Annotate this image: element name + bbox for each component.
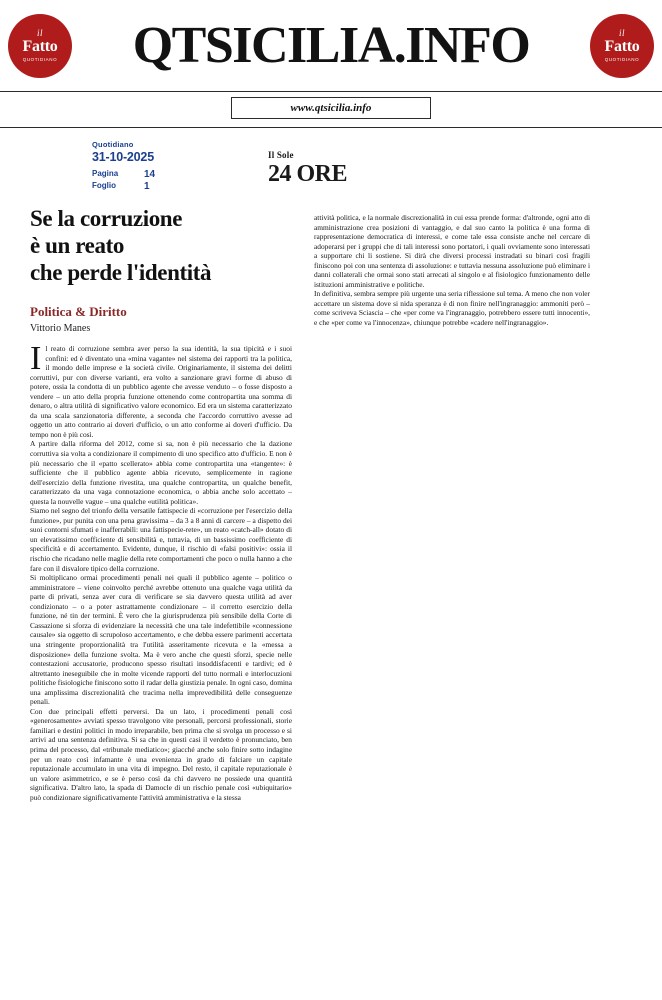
clipping-page-value: 14 [144, 169, 156, 180]
article-column-right [314, 213, 590, 328]
headline-line-1: Se la corruzione [30, 206, 183, 231]
clipping-sheet-value: 1 [144, 181, 150, 192]
article-paragraph: Con due principali effetti perversi. Da un lato, i procedimenti penali così «generosamente» avviati spesso travolgono vite personali, percorsi professionali, storie familiari e destini politici in modo irreparabile, ben prima che si svolga un processo e si arrivi ad una sentenza definitiva. Si sa che in questi casi il verdetto è pronunciato, ben prima del processo, dal «tribunale mediatico»; giacché anche solo finire sotto indagine per un reato così infamante è una evenienza in grado di falciare un capitale reputazionale accumulato in una vita di impegno. Del resto, il capitale reputazionale è un valore asimmetrico, e se è perso così da chi davvero ne possiede una quantità significativa. D'altro lato, la spada di Damocle di un rischio penale così «ubiquitario» può condizionare significativamente l'attività amministrativa e la stessa [30, 706, 292, 802]
clipping-page-label: Pagina [92, 169, 119, 178]
clipping-sheet-row [92, 181, 262, 193]
article-paragraph: Si moltiplicano ormai procedimenti penali nei quali il pubblico agente – politico o amministratore – viene coinvolto perché avrebbe ottenuto una qualche vaga utilità da parte di privati, senza aver cura di verificare se sia davvero questa utilità ad aver condizionato – o a poter astrattamente condizionare – il corretto esercizio della funzione, né tin der termini. È vero che la giurisprudenza più sensibile della Corte di Cassazione si sforza di evidenziare la necessità che una tale indefettibile «connessione causale» sia oggetto di scrupoloso accertamento, e che debba essere parimenti accertata una stringente proporzionalità tra l'utilità asseritamente ricevuta e la «messa a disposizione» della funzione svolta. Ma è vero anche che questi sforzi, specie nelle contestazioni accusatorie, producono spesso risultati insoddisfacenti e tardivi; ed è altrettanto ineseguibile che in molte vicende rapporti del tutto normali e interlocuzioni politiche fisiologiche finiscono sotto il radar della giustizia penale. In ogni caso, domina una amplissima discrezionalità che tracima nella imprevedibilità delle conseguenze penali. [30, 573, 292, 707]
clipping-page-row [92, 169, 262, 181]
logo-left-sub: QUOTIDIANO [22, 57, 58, 62]
article-body-right [314, 213, 590, 328]
publisher-logo-right [590, 14, 654, 78]
clipping-sheet-label: Foglio [92, 181, 116, 190]
publication-logo [268, 150, 378, 186]
article-paragraph: In definitiva, sembra sempre più urgente una seria riflessione sul tema. A meno che non voler accettare un sistema dove si nida speranza è di non finire nell'ingranaggio: ammoniti però – come scriveva Sciascia – che «per come va l'ingranaggio, potrebbero essere tutti innocenti», e che «per come va l'innocenza», chiunque potrebbe «cadere nell'ingranaggio». [314, 289, 590, 328]
logo-left-prefix: il [36, 28, 43, 38]
clipping-date: 31-10-2025 [92, 150, 154, 164]
clipping-metadata [92, 140, 262, 193]
site-url[interactable]: www.qtsicilia.info [231, 97, 431, 119]
headline-line-2: è un reato [30, 233, 124, 258]
clipping-kicker: Quotidiano [92, 140, 134, 149]
logo-left-main: Fatto [22, 38, 58, 55]
article-headline [30, 205, 292, 286]
logo-right-sub: QUOTIDIANO [604, 57, 640, 62]
article-column-left [30, 205, 292, 802]
headline-line-3: che perde l'identità [30, 260, 212, 285]
article-section: Politica & Diritto [30, 304, 127, 319]
masthead [0, 0, 662, 92]
article-paragraph: A partire dalla riforma del 2012, come si sa, non è più necessario che la dazione corruttiva sia volta a condizionare il compimento di uno specifico atto d'ufficio. E non è più necessario che il «patto scellerato» abbia come contropartita una «tangente»: è sufficiente che il pubblico agente abbia ricevuto, semplicemente in ragione dell'esercizio della funzione rivestita, una qualche contropartita, un qualche benefit, caratterizzato da una vaga connotazione economica, o abbia anche solo accettato – questa la nouvelle vague – una qualche «utilità politica». [30, 439, 292, 506]
article [0, 205, 662, 1000]
article-paragraph: Il reato di corruzione sembra aver perso la sua identità, la sua tipicità e i suoi confini: ed è diventato una «mina vagante» nel sistema dei rapporti tra la politica, il mondo delle imprese e la società civile. Originariamente, il sistema dei delitti corruttivi, pur con diverse varianti, era volto a sanzionare gravi forme di abuso di potere, ossia la condotta di un pubblico agente che avesse venduto – o fosse disposto a vendere – un atto della propria funzione ottenendo come contropartita una somma di denaro, o altra utilità di significativo valore economico. Ed era un sistema caratterizzato da una scala sanzionatoria differente, a seconda che l'accordo corruttivo avesse ad oggetto un atto contrario ai doveri d'ufficio, o un atto conforme ai doveri d'ufficio. Da tempo non è più così. [30, 340, 292, 439]
article-paragraph: attività politica, e la normale discrezionalità in cui essa prende forma: d'altronde, ogni atto di amministrazione crea posizioni di vantaggio, e dal suo canto la politica è una forma di rappresentazione democratica di interessi, e come tale essa consiste anche nel cercare di adoperarsi per i gruppi che di tali interessi sono portatori, i quali ovviamente sono interessati a supportare chi li sostiene. Si dirà che diversi processi instradati su binari così fragili finiscono poi con una sentenza di assoluzione: e tuttavia nessuna assoluzione può eliminare i danni collaterali che ormai sono stati arrecati al singolo e al fisiologico funzionamento delle istituzioni amministrative e politiche. [314, 213, 590, 289]
article-byline: Vittorio Manes [30, 323, 91, 334]
site-url-bar [0, 92, 662, 128]
article-body-left [30, 340, 292, 802]
publication-logo-top: Il Sole [268, 150, 294, 160]
page-title: QTSICILIA.INFO [132, 17, 530, 74]
publication-logo-main: 24 ORE [268, 161, 348, 187]
logo-right-main: Fatto [604, 38, 640, 55]
article-paragraph: Siamo nel segno del trionfo della versatile fattispecie di «corruzione per l'esercizio della funzione», pur punita con una pena gravissima – da 3 a 8 anni di carcere – a dispetto dei suoi contorni sfumati e inafferrabili: una fattispecie-rete», un reato «catch-all» dotato di un elevatissimo coefficiente di sensibilità e, tuttavia, di un bassissimo coefficiente di specificità e di accertamento. Evidente, dunque, il rischio di «falsi positivi»: ossia il rischio che ricadano nelle maglie della rete comportamenti che poco o nulla hanno a che fare con il disvalore tipico della corruzione. [30, 506, 292, 573]
logo-right-prefix: il [618, 28, 625, 38]
